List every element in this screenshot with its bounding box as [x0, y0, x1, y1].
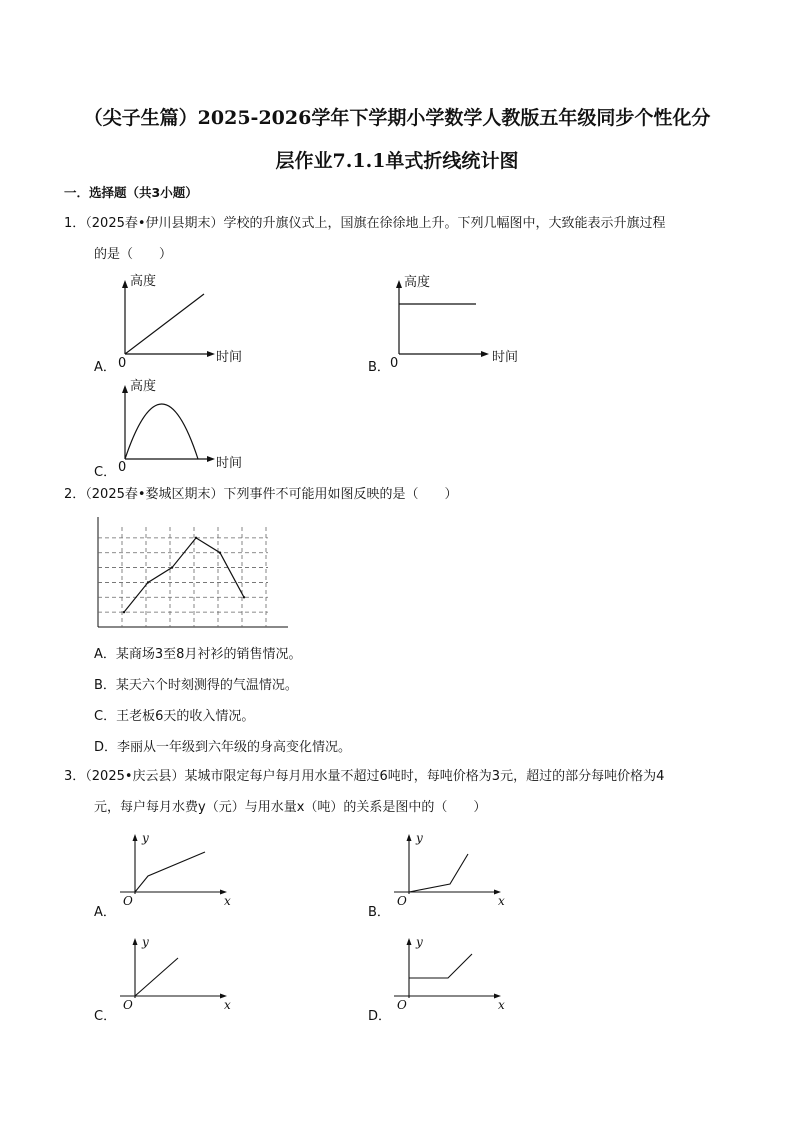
q3-option-d-graph[interactable]	[404, 938, 504, 1000]
y-axis-arrow	[396, 280, 402, 288]
q3-b-y-label: y	[416, 831, 423, 845]
straight-line	[135, 958, 178, 996]
q3-stem-line2: 元，每户每月水费y（元）与用水量x（吨）的关系是图中的（ ）	[94, 800, 487, 815]
rising-line	[125, 294, 204, 354]
page-title-line2: 层作业7.1.1单式折线统计图	[275, 150, 519, 172]
q2-option-b-text: 某天六个时刻测得的气温情况。	[115, 678, 298, 693]
q2-option-a-letter: A．	[94, 647, 116, 662]
y-axis-arrow	[133, 834, 138, 841]
q1-stem-line2: 的是（ ）	[94, 247, 173, 262]
q3-c-x-label: x	[224, 998, 231, 1012]
q3-c-y-label: y	[142, 935, 149, 949]
q2-data-point	[147, 581, 149, 583]
q3-c-origin: O	[123, 998, 133, 1012]
q2-option-d[interactable]	[94, 736, 351, 755]
y-axis-arrow	[407, 938, 412, 945]
piecewise-line	[135, 852, 205, 892]
y-axis-arrow	[407, 834, 412, 841]
q1-b-y-label: 高度	[404, 275, 431, 290]
piecewise-line	[409, 854, 468, 892]
q3-option-a-graph[interactable]	[130, 834, 230, 896]
q1-option-a-letter[interactable]: A．	[94, 360, 116, 375]
q1-c-origin: 0	[118, 460, 127, 475]
x-axis-arrow	[220, 890, 227, 895]
y-axis-arrow	[122, 280, 128, 288]
q2-data-point	[219, 552, 221, 554]
q2-line-chart	[96, 517, 290, 629]
q1-c-x-label: 时间	[216, 456, 243, 471]
q2-series-line	[124, 538, 244, 612]
section-heading: 一．选择题（共3小题）	[64, 185, 198, 200]
q3-option-b-graph[interactable]	[404, 834, 504, 896]
x-axis-arrow	[207, 351, 215, 357]
q3-stem-line1: 3．（2025•庆云县）某城市限定每户每月用水量不超过6吨时，每吨价格为3元，超过的部分每吨价格为4	[64, 769, 665, 784]
q1-a-origin: 0	[118, 356, 127, 371]
q2-option-b[interactable]	[94, 674, 298, 693]
q2-stem: 2．（2025春•婺城区期末）下列事件不可能用如图反映的是（ ）	[64, 487, 458, 502]
q2-data-point	[123, 611, 125, 613]
y-axis-arrow	[122, 385, 128, 393]
x-axis-arrow	[220, 994, 227, 999]
q1-option-c-graph[interactable]	[118, 385, 218, 465]
x-axis-arrow	[494, 890, 501, 895]
q1-option-b-graph[interactable]	[392, 280, 492, 360]
page-title-line1: （尖子生篇）2025-2026学年下学期小学数学人教版五年级同步个性化分	[83, 107, 711, 129]
q2-series	[123, 537, 245, 614]
piecewise-line	[409, 954, 472, 978]
q3-option-a-letter[interactable]: A．	[94, 905, 116, 920]
q2-data-point	[195, 537, 197, 539]
q1-option-a-graph[interactable]	[118, 280, 218, 360]
q1-a-y-label: 高度	[130, 274, 157, 289]
q2-option-a[interactable]	[94, 643, 301, 662]
y-axis-arrow	[133, 938, 138, 945]
q3-option-c-letter[interactable]: C．	[94, 1009, 117, 1024]
q1-option-c-letter[interactable]: C．	[94, 465, 117, 480]
x-axis-arrow	[481, 351, 489, 357]
q3-option-d-letter[interactable]: D．	[368, 1009, 392, 1024]
q2-option-a-text: 某商场3至8月衬衫的销售情况。	[115, 647, 302, 662]
q3-b-x-label: x	[498, 894, 505, 908]
q2-option-c[interactable]	[94, 705, 254, 724]
q3-a-y-label: y	[142, 831, 149, 845]
q1-b-origin: 0	[390, 356, 399, 371]
q2-option-c-text: 王老板6天的收入情况。	[116, 709, 255, 724]
q1-stem-line1: 1．（2025春•伊川县期末）学校的升旗仪式上，国旗在徐徐地上升。下列几幅图中，大致能表示升旗过程	[64, 216, 666, 231]
q3-a-x-label: x	[224, 894, 231, 908]
q2-option-d-letter: D．	[94, 740, 118, 755]
q1-c-y-label: 高度	[130, 379, 157, 394]
q2-data-point	[243, 596, 245, 598]
q3-option-b-letter[interactable]: B．	[368, 905, 390, 920]
x-axis-arrow	[494, 994, 501, 999]
q3-d-y-label: y	[416, 935, 423, 949]
arch-curve	[125, 404, 198, 459]
q2-option-c-letter: C．	[94, 709, 117, 724]
q3-d-x-label: x	[498, 998, 505, 1012]
q3-d-origin: O	[397, 998, 407, 1012]
q1-a-x-label: 时间	[216, 350, 243, 365]
q1-option-b-letter[interactable]: B．	[368, 360, 390, 375]
q2-option-d-text: 李丽从一年级到六年级的身高变化情况。	[117, 740, 352, 755]
q2-data-point	[171, 566, 173, 568]
q3-b-origin: O	[397, 894, 407, 908]
q2-option-b-letter: B．	[94, 678, 116, 693]
q3-option-c-graph[interactable]	[130, 938, 230, 1000]
q1-b-x-label: 时间	[492, 350, 519, 365]
x-axis-arrow	[207, 456, 215, 462]
q3-a-origin: O	[123, 894, 133, 908]
